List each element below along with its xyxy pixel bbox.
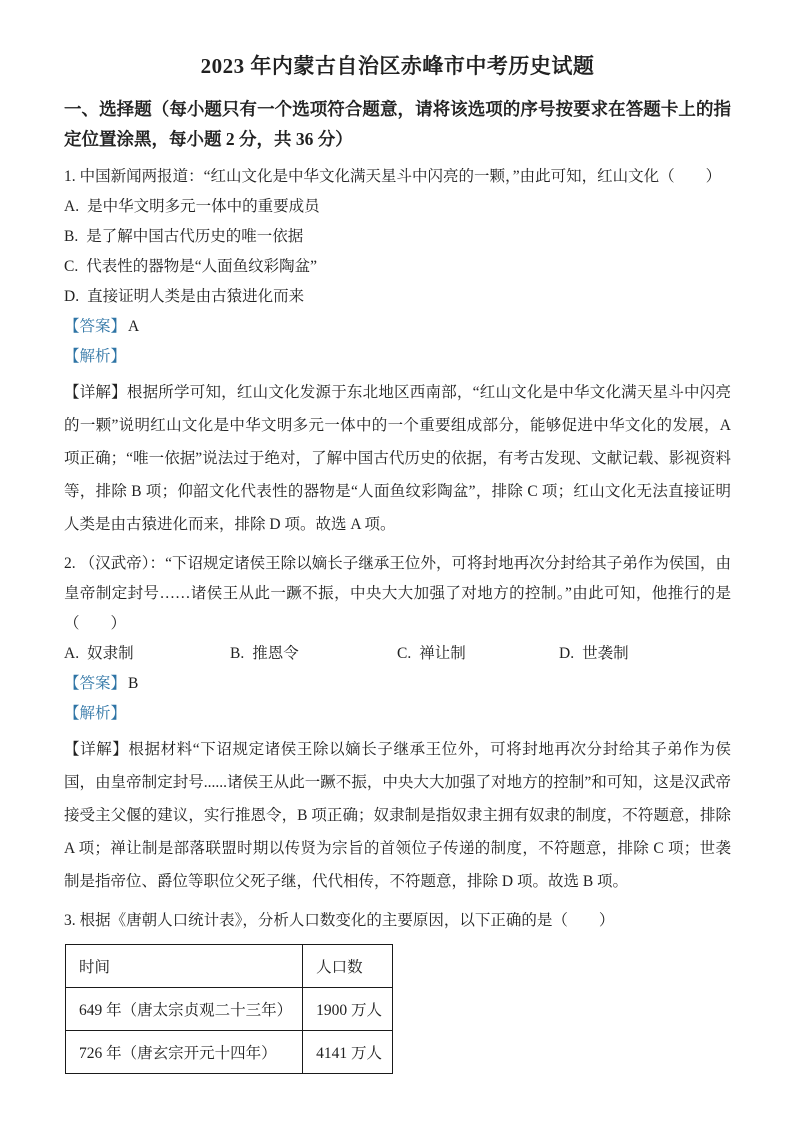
- table-cell-pop-1900: 1900 万人: [303, 988, 393, 1031]
- analysis-bracket-label: 【解析】: [64, 705, 127, 722]
- option-d-label: D.: [559, 645, 575, 662]
- question-1-detail-text: 根据所学可知，红山文化发源于东北地区西南部，“红山文化是中华文化满天星斗中闪亮的一颗”说明红山文化是中华文明多元一体中的一个重要组成部分，能够促进中华文化的发展，A 项正确；“唯一依据”说法过于绝对，了解中国古代历史的依据，有考古发现、文献记载、影视资料等，排除 B 项；仰韶文化代表性的器物是“人面鱼纹彩陶盆”，排除 C 项；红山文化无法直接证明人类是由古猿进化而来，排除 D 项。故选 A 项。: [64, 384, 731, 533]
- question-2-option-b: [230, 639, 397, 669]
- table-row: [66, 988, 393, 1031]
- option-b-label: B.: [230, 645, 245, 662]
- option-a-label: A.: [64, 645, 80, 662]
- option-c-label: C.: [64, 258, 79, 275]
- question-2-analysis-row: [64, 699, 731, 729]
- document-title: 2023 年内蒙古自治区赤峰市中考历史试题: [200, 54, 595, 78]
- question-1-analysis-row: [64, 342, 731, 372]
- question-2-option-a: [64, 639, 230, 669]
- table-cell-year-726: 726 年（唐玄宗开元十四年）: [66, 1031, 303, 1074]
- question-1-option-b: [64, 222, 731, 252]
- option-c-text: 代表性的器物是“人面鱼纹彩陶盆”: [86, 258, 317, 275]
- question-1-text: 中国新闻两报道：“红山文化是中华文化满天星斗中闪亮的一颗，”由此可知，红山文化（ ）: [79, 168, 722, 185]
- answer-bracket-label: 【答案】: [64, 318, 127, 335]
- question-1-answer-value: A: [128, 318, 140, 335]
- question-1-answer-row: [64, 312, 731, 342]
- question-2-answer-row: [64, 669, 731, 699]
- table-cell-year-649: 649 年（唐太宗贞观二十三年）: [66, 988, 303, 1031]
- question-3: [64, 906, 731, 1074]
- question-1-option-c: [64, 252, 731, 282]
- option-d-text: 直接证明人类是由古猿进化而来: [87, 288, 305, 305]
- option-b-label: B.: [64, 228, 79, 245]
- question-2-detail-text: 根据材料“下诏规定诸侯王除以嫡长子继承王位外，可将封地再次分封给其子弟作为侯国，由皇帝制定封号......诸侯王从此一蹶不振，中央大大加强了对地方的控制”和可知，这是汉武帝接受主父偃的建议，实行推恩令，B 项正确；奴隶制是指奴隶主拥有奴隶的制度，不符题意，排除 A 项；禅让制是部落联盟时期以传贤为宗旨的首领位子传递的制度，不符题意，排除 C 项；世袭制是指帝位、爵位等职位父死子继，代代相传，不符题意，排除 D 项。故选 B 项。: [64, 741, 731, 890]
- question-1-option-a: [64, 192, 731, 222]
- table-header-time: 时间: [66, 945, 303, 988]
- question-3-stem: [64, 906, 731, 936]
- question-2-detail: [64, 733, 731, 898]
- question-2-text: （汉武帝）：“下诏规定诸侯王除以嫡长子继承王位外，可将封地再次分封给其子弟作为侯国，由皇帝制定封号……诸侯王从此一蹶不振，中央大大加强了对地方的控制。”由此可知，他推行的是（ ）: [64, 555, 731, 632]
- option-a-text: 是中华文明多元一体中的重要成员: [87, 198, 320, 215]
- option-c-label: C.: [397, 645, 412, 662]
- option-b-text: 推恩令: [252, 645, 299, 662]
- answer-bracket-label: 【答案】: [64, 675, 127, 692]
- question-1-option-d: [64, 282, 731, 312]
- question-1-detail: [64, 376, 731, 541]
- table-header-row: [66, 945, 393, 988]
- detail-bracket-label: 【详解】: [64, 741, 129, 758]
- table-row: [66, 1031, 393, 1074]
- option-d-text: 世袭制: [582, 645, 629, 662]
- question-1: [64, 162, 731, 541]
- question-3-text: 根据《唐朝人口统计表》，分析人口数变化的主要原因，以下正确的是（ ）: [79, 912, 615, 929]
- table-header-population: 人口数: [303, 945, 393, 988]
- tang-population-table: [65, 944, 393, 1074]
- question-2-option-c: [397, 639, 559, 669]
- option-b-text: 是了解中国古代历史的唯一依据: [86, 228, 304, 245]
- question-2-option-d: [559, 639, 629, 669]
- option-a-text: 奴隶制: [87, 645, 134, 662]
- question-2-answer-value: B: [128, 675, 139, 692]
- analysis-bracket-label: 【解析】: [64, 348, 127, 365]
- question-1-number: 1.: [64, 168, 76, 185]
- option-d-label: D.: [64, 288, 80, 305]
- question-1-stem: [64, 162, 731, 192]
- section-heading-multiple-choice: 一、选择题（每小题只有一个选项符合题意，请将该选项的序号按要求在答题卡上的指定位置涂黑，每小题 2 分，共 36 分）: [64, 99, 731, 149]
- detail-bracket-label: 【详解】: [64, 384, 127, 401]
- question-2: [64, 549, 731, 898]
- question-2-stem: [64, 549, 731, 639]
- table-cell-pop-4141: 4141 万人: [303, 1031, 393, 1074]
- option-a-label: A.: [64, 198, 80, 215]
- question-3-number: 3.: [64, 912, 76, 929]
- option-c-text: 禅让制: [419, 645, 466, 662]
- question-2-options-row: [64, 639, 731, 669]
- question-2-number: 2.: [64, 555, 76, 572]
